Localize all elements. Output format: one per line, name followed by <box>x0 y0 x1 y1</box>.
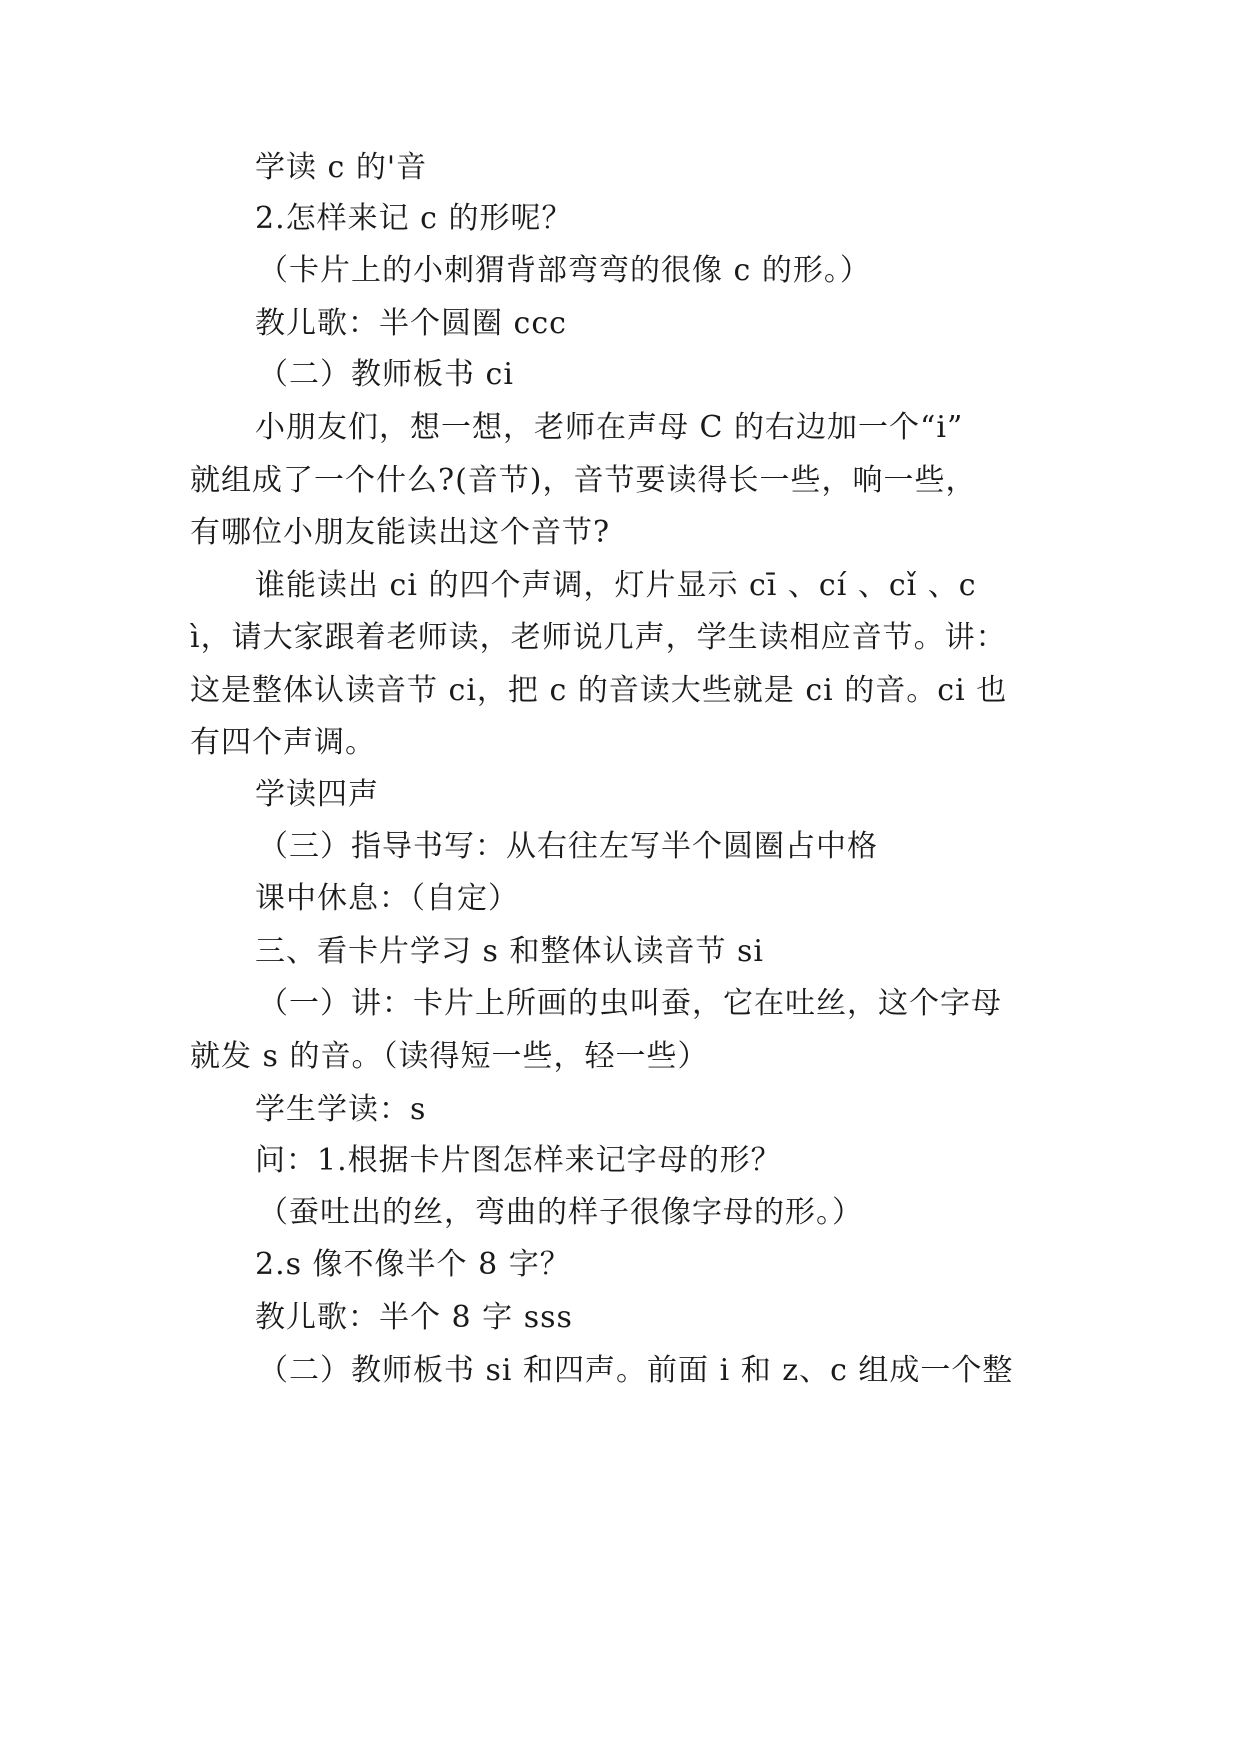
text-line-22: 2.s 像不像半个 8 字？ <box>255 1247 571 1282</box>
text-line-12: 有四个声调。 <box>190 725 376 760</box>
text-line-20: 问：1.根据卡片图怎样来记字母的形？ <box>255 1143 782 1178</box>
text-line-17: （一）讲：卡片上所画的虫叫蚕，它在吐丝，这个字母 <box>258 986 1002 1021</box>
text-line-14: （三）指导书写：从右往左写半个圆圈占中格 <box>258 829 878 864</box>
text-line-24: （二）教师板书 si 和四声。前面 i 和 z、c 组成一个整 <box>258 1353 1014 1388</box>
text-line-4: 教儿歌：半个圆圈 ccc <box>255 306 567 341</box>
text-line-8: 有哪位小朋友能读出这个音节? <box>190 515 611 550</box>
text-line-19: 学生学读：s <box>255 1092 427 1127</box>
text-line-23: 教儿歌：半个 8 字 sss <box>255 1300 573 1335</box>
text-line-3: （卡片上的小刺猬背部弯弯的很像 c 的形。） <box>258 253 871 288</box>
text-line-21: （蚕吐出的丝，弯曲的样子很像字母的形。） <box>258 1195 863 1230</box>
text-line-9: 谁能读出 ci 的四个声调，灯片显示 cī 、cí 、cǐ 、c <box>255 568 977 603</box>
text-line-10: ì，请大家跟着老师读，老师说几声，学生读相应音节。讲： <box>190 620 1007 655</box>
text-line-1: 学读 c 的'音 <box>255 150 428 185</box>
text-line-5: （二）教师板书 ci <box>258 357 514 392</box>
text-line-13: 学读四声 <box>255 777 379 812</box>
text-line-2: 2.怎样来记 c 的形呢？ <box>255 201 573 236</box>
text-line-18: 就发 s 的音。（读得短一些，轻一些） <box>190 1039 709 1074</box>
text-line-7: 就组成了一个什么?(音节)，音节要读得长一些，响一些， <box>190 463 977 498</box>
text-line-6: 小朋友们，想一想，老师在声母 C 的右边加一个“i” <box>255 410 964 445</box>
text-line-16: 三、看卡片学习 s 和整体认读音节 si <box>255 934 764 969</box>
text-line-11: 这是整体认读音节 ci，把 c 的音读大些就是 ci 的音。ci 也 <box>190 673 1008 708</box>
text-line-15: 课中休息：（自定） <box>255 881 519 916</box>
